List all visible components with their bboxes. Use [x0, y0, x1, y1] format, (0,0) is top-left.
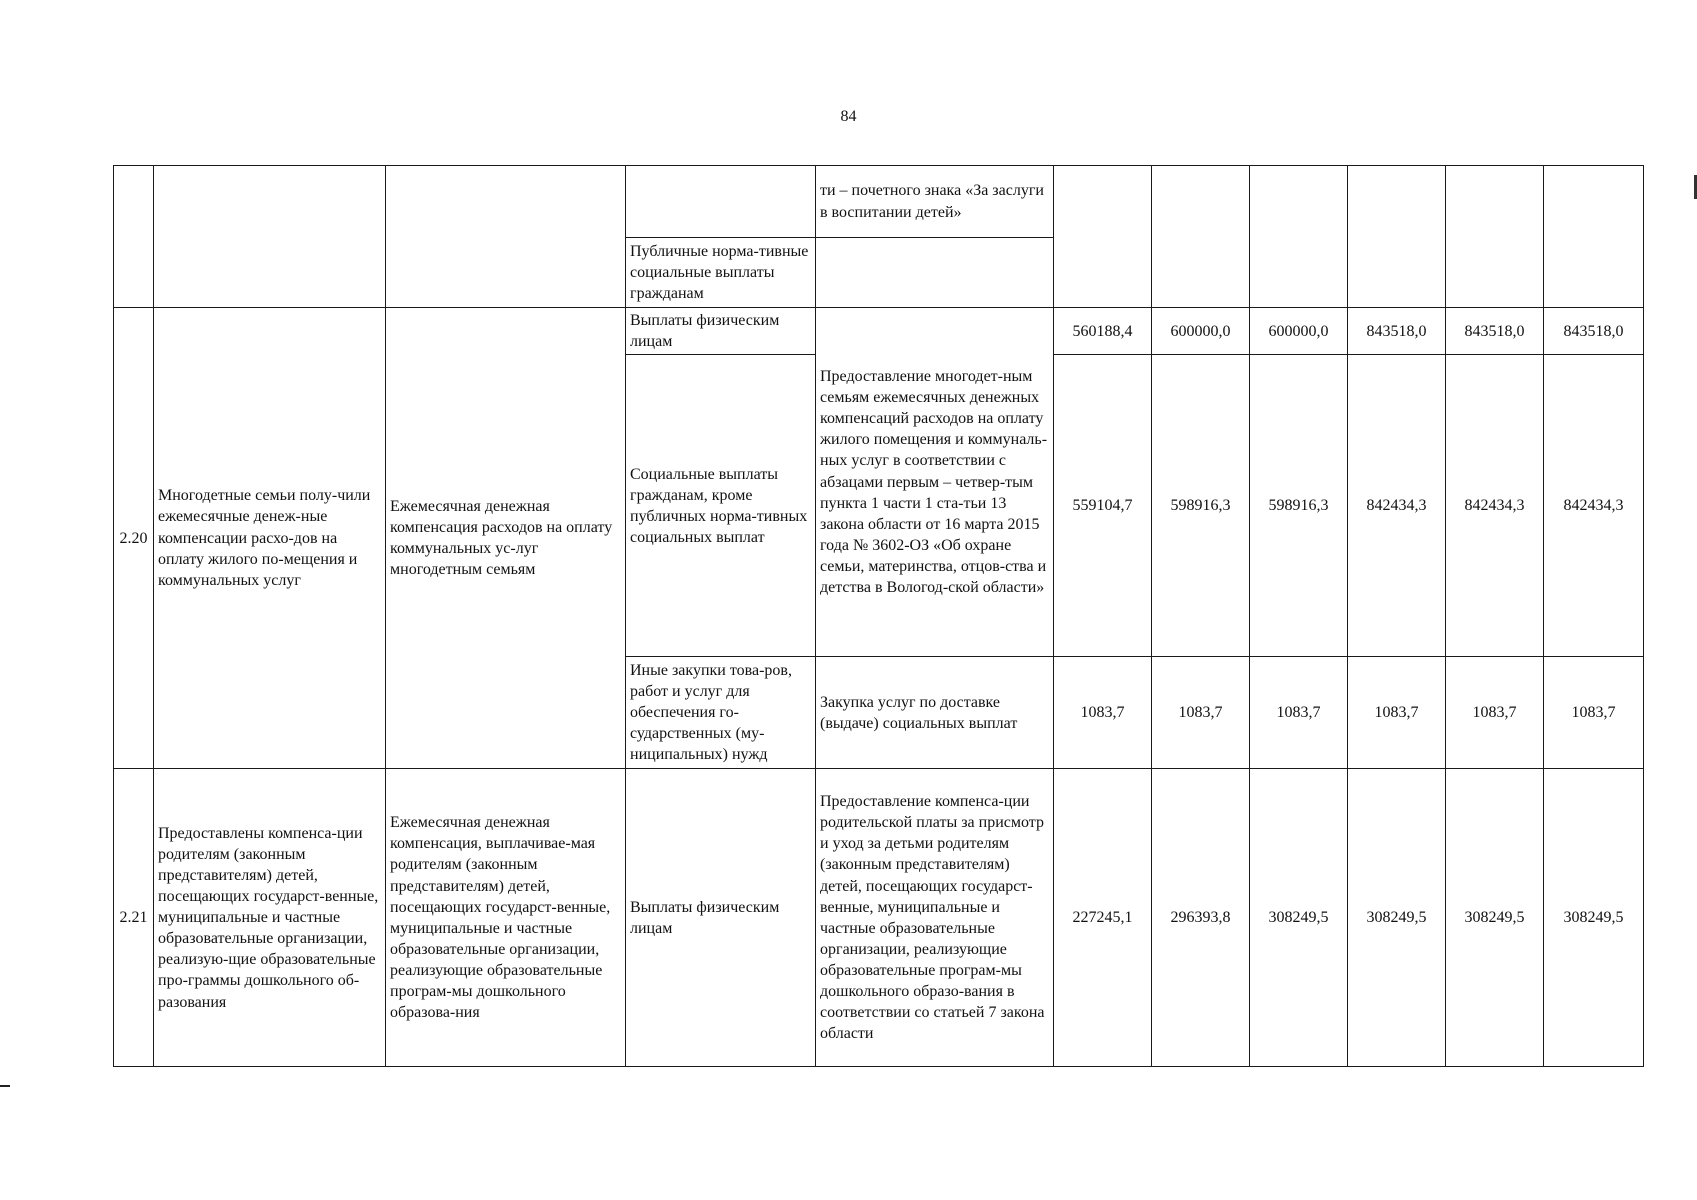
cell-num	[114, 166, 154, 308]
cell-result: Многодетные семьи полу-чили ежемесячные денеж-ные компенсации расхо-дов на оплату жилого по-мещения и коммунальных услуг	[154, 308, 386, 769]
cell-value: 559104,7	[1054, 355, 1152, 657]
cell-description: ти – почетного знака «За заслуги в воспитании детей»	[816, 166, 1054, 238]
cell-measure: Ежемесячная денежная компенсация расходов на оплату коммунальных ус-луг многодетным семьям	[386, 308, 626, 769]
cell-value: 308249,5	[1250, 769, 1348, 1067]
cell-value: 308249,5	[1446, 769, 1544, 1067]
cell-description: Закупка услуг по доставке (выдаче) социальных выплат	[816, 657, 1054, 769]
table-row	[114, 769, 1644, 1067]
cell-value: 1083,7	[1446, 657, 1544, 769]
cell-type: Иные закупки това-ров, работ и услуг для обеспечения го-сударственных (му-ниципальных) нужд	[626, 657, 816, 769]
cell-value: 598916,3	[1152, 355, 1250, 657]
cell-value: 843518,0	[1544, 308, 1644, 355]
cell-value	[1054, 166, 1152, 308]
cell-type: Выплаты физическим лицам	[626, 769, 816, 1067]
cell-result: Предоставлены компенса-ции родителям (законным представителям) детей, посещающих государст-венные, муниципальные и частные образовательные организации, реализую-щие образовательные про-граммы дошкольного об-разования	[154, 769, 386, 1067]
cell-type: Публичные норма-тивные социальные выплаты гражданам	[626, 238, 816, 308]
cell-value: 600000,0	[1152, 308, 1250, 355]
cell-type	[626, 166, 816, 238]
cell-value: 842434,3	[1446, 355, 1544, 657]
cell-value: 560188,4	[1054, 308, 1152, 355]
cell-value: 842434,3	[1348, 355, 1446, 657]
cell-value	[1544, 166, 1644, 308]
cell-value: 1083,7	[1250, 657, 1348, 769]
cell-value: 308249,5	[1544, 769, 1644, 1067]
cell-type: Социальные выплаты гражданам, кроме публичных норма-тивных социальных выплат	[626, 355, 816, 657]
cell-num: 2.21	[114, 769, 154, 1067]
cell-value	[1348, 166, 1446, 308]
cell-value: 843518,0	[1348, 308, 1446, 355]
cell-value: 296393,8	[1152, 769, 1250, 1067]
cell-value: 227245,1	[1054, 769, 1152, 1067]
cell-value	[1250, 166, 1348, 308]
cell-value	[1152, 166, 1250, 308]
cell-value: 1083,7	[1348, 657, 1446, 769]
page-number: 84	[840, 108, 857, 125]
cell-value: 1083,7	[1152, 657, 1250, 769]
cell-num: 2.20	[114, 308, 154, 769]
cell-value: 843518,0	[1446, 308, 1544, 355]
cell-measure: Ежемесячная денежная компенсация, выплачивае-мая родителям (законным представителям) детей, посещающих государст-венные, муниципальные и частные образовательные организации, реализующие образовательные програм-мы дошкольного образова-ния	[386, 769, 626, 1067]
scan-edge-mark	[0, 1085, 10, 1087]
table-row	[114, 308, 1644, 355]
cell-value: 600000,0	[1250, 308, 1348, 355]
cell-value: 842434,3	[1544, 355, 1644, 657]
cell-value: 308249,5	[1348, 769, 1446, 1067]
cell-description	[816, 238, 1054, 308]
cell-measure	[386, 166, 626, 308]
cell-value: 1083,7	[1544, 657, 1644, 769]
cell-type: Выплаты физическим лицам	[626, 308, 816, 355]
table-row	[114, 166, 1644, 238]
budget-table	[113, 165, 1644, 1067]
cell-value	[1446, 166, 1544, 308]
cell-description: Предоставление компенса-ции родительской платы за присмотр и уход за детьми родителям (законным представителям) детей, посещающих государст-венные, муниципальные и частные образовательные организации, реализующие образовательные програм-мы дошкольного образо-вания в соответствии со статьей 7 закона области	[816, 769, 1054, 1067]
cell-description: Предоставление многодет-ным семьям ежемесячных денежных компенсаций расходов на оплату жилого помещения и коммуналь-ных услуг в соответствии с абзацами первым – четвер-тым пункта 1 части 1 ста-тьи 13 закона области от 16 марта 2015 года № 3602-ОЗ «Об охране семьи, материнства, отцов-ства и детства в Вологод-ской области»	[816, 308, 1054, 657]
cell-result	[154, 166, 386, 308]
cell-value: 598916,3	[1250, 355, 1348, 657]
cell-value: 1083,7	[1054, 657, 1152, 769]
